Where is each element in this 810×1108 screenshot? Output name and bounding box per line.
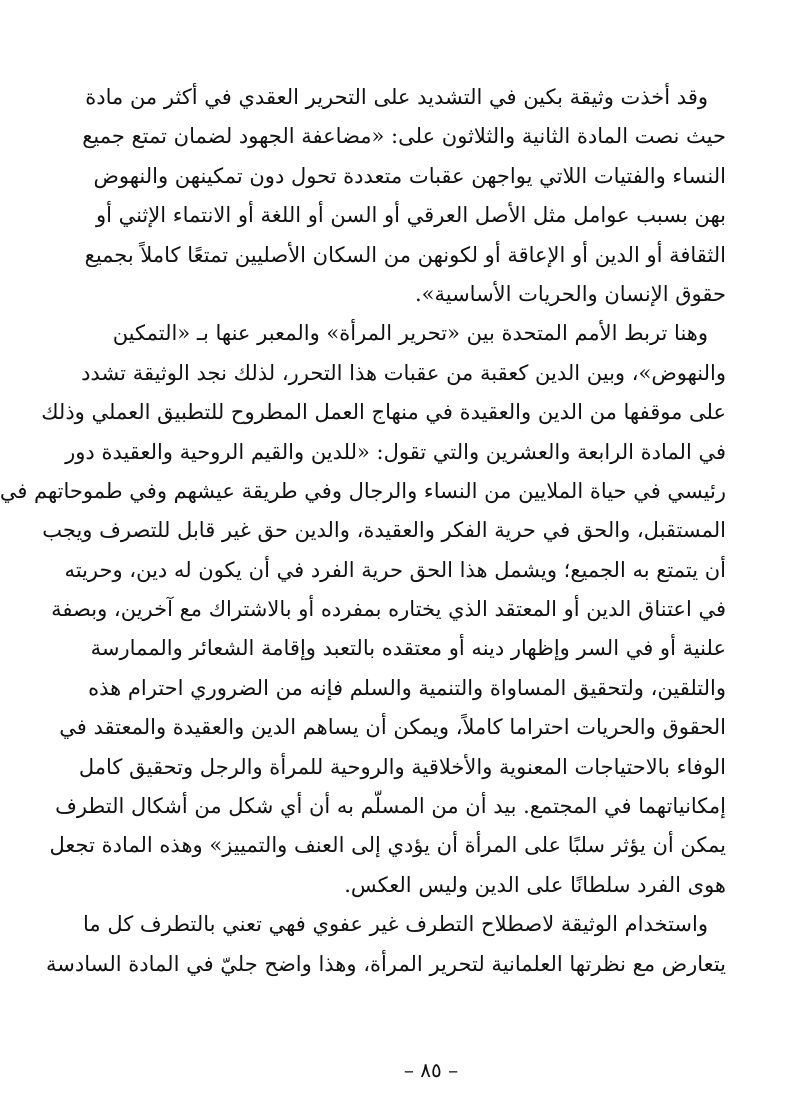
body-text <box>0 78 726 984</box>
text-line: في المادة الرابعة والعشرين والتي تقول: «للدين والقيم الروحية والعقيدة دور <box>65 439 726 464</box>
text-line: واستخدام الوثيقة لاصطلاح التطرف غير عفوي فهي تعني بالتطرف كل ما <box>83 912 708 937</box>
text-line: الثقافة أو الدين أو الإعاقة أو لكونهن من السكان الأصليين تمتعًا كاملاً بجميع <box>84 242 726 267</box>
text-line: إمكانياتهما في المجتمع. بيد أن من المسلّم به أن أي شكل من أشكال التطرف <box>55 794 726 819</box>
text-line: النساء والفتيات اللاتي يواجهن عقبات متعددة تحول دون تمكينهن والنهوض <box>93 163 726 188</box>
text-line: يمكن أن يؤثر سلبًا على المرأة أن يؤدي إلى العنف والتمييز» وهذه المادة تجعل <box>49 833 726 858</box>
text-line: هوى الفرد سلطانًا على الدين وليس العكس. <box>344 872 726 897</box>
text-line: وقد أخذت وثيقة بكين في التشديد على التحرير العقدي في أكثر من مادة <box>85 85 708 109</box>
text-line: يتعارض مع نظرتها العلمانية لتحرير المرأة، وهذا واضح جليّ في المادة السادسة <box>46 951 726 976</box>
text-line: بهن بسبب عوامل مثل الأصل العرقي أو السن أو اللغة أو الانتماء الإثني أو <box>95 203 726 228</box>
text-line: والتلقين، ولتحقيق المساواة والتنمية والسلم فإنه من الضروري احترام هذه <box>88 675 726 700</box>
text-line: أن يتمتع به الجميع؛ ويشمل هذا الحق حرية الفرد في أن يكون له دين، وحريته <box>64 557 726 582</box>
text-line: في اعتناق الدين أو المعتقد الذي يختاره بمفرده أو بالاشتراك مع آخرين، وبصفة <box>51 597 726 622</box>
text-line: الوفاء بالاحتياجات المعنوية والأخلاقية والروحية للمرأة والرجل وتحقيق كامل <box>78 754 726 779</box>
text-line: حيث نصت المادة الثانية والثلاثون على: «مضاعفة الجهود لضمان تمتع جميع <box>82 124 726 149</box>
text-line: رئيسي في حياة الملايين من النساء والرجال وفي طريقة عيشهم وفي طموحاتهم في <box>0 478 726 503</box>
text-line: علنية أو في السر وإظهار دينه أو معتقده بالتعبد وإقامة الشعائر والممارسة <box>90 636 726 661</box>
text-line: الحقوق والحريات احتراما كاملاً، ويمكن أن يساهم الدين والعقيدة والمعتقد في <box>59 715 726 740</box>
page-number: – ٨٥ – <box>403 1058 459 1082</box>
text-line: حقوق الإنسان والحريات الأساسية». <box>414 281 726 306</box>
text-line: على موقفها من الدين والعقيدة في منهاج العمل المطروح للتطبيق العملي وذلك <box>41 400 726 425</box>
text-line: المستقبل، والحق في حرية الفكر والعقيدة، والدين حق غير قابل للتصرف ويجب <box>42 518 726 543</box>
text-line: وهنا تربط الأمم المتحدة بين «تحرير المرأة» والمعبر عنها بـ «التمكين <box>112 321 708 346</box>
text-line: والنهوض»، وبين الدين كعقبة من عقبات هذا التحرر، لذلك نجد الوثيقة تشدد <box>81 360 726 385</box>
